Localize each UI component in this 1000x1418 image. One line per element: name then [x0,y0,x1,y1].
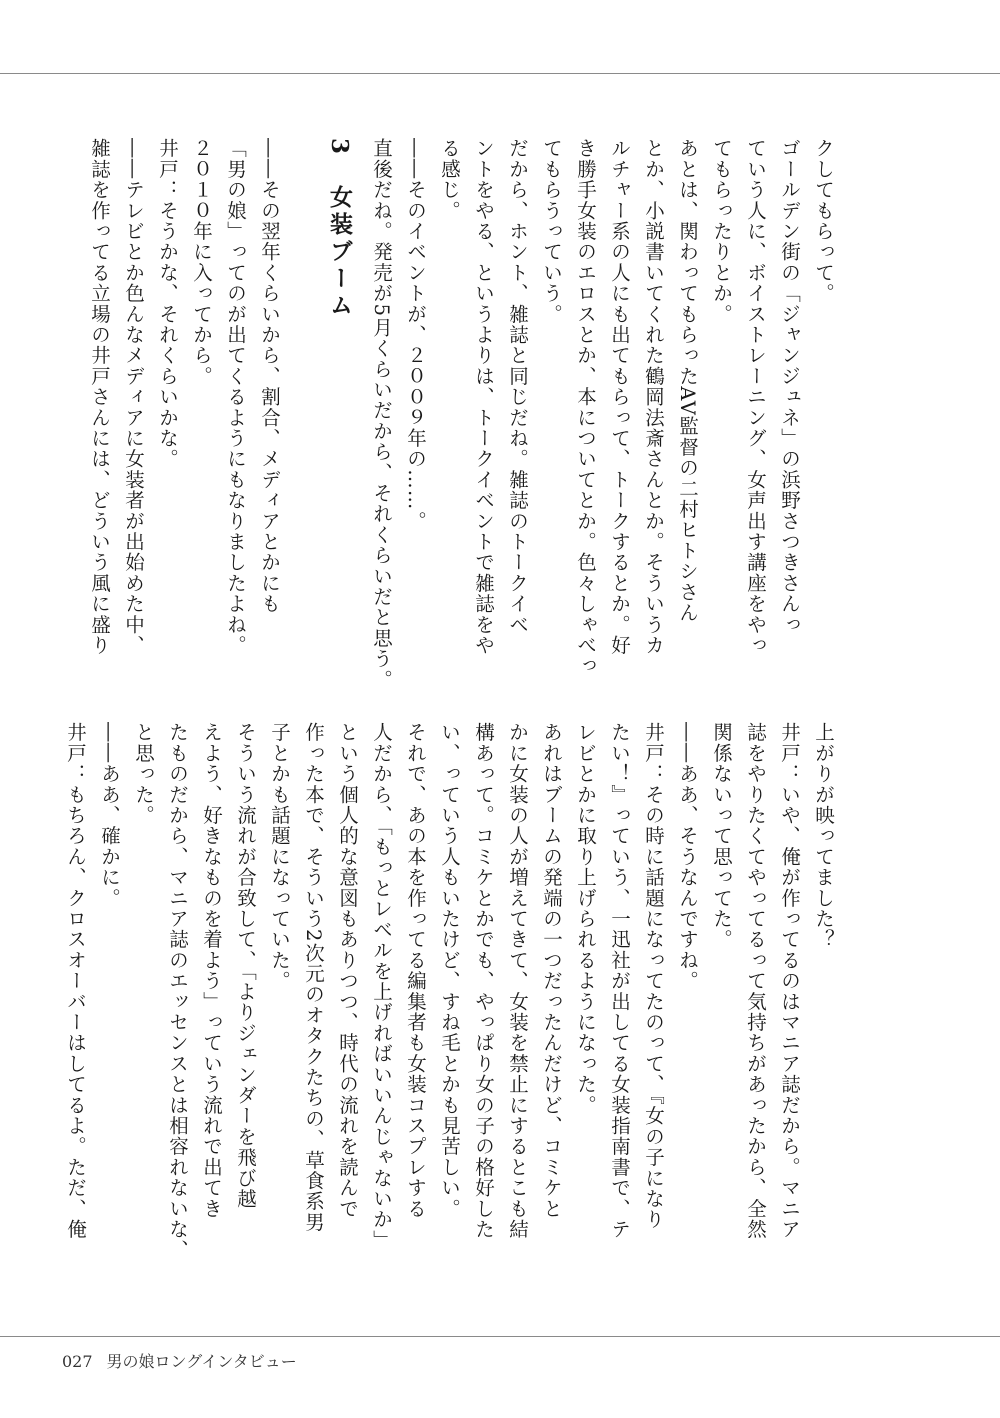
text-line: 井戸：もちろん、クロスオーバーはしてるよ。ただ、俺 [64,722,87,1240]
text-line: だから、ホント、雑誌と同じだね。雑誌のトークイベ [506,138,529,635]
text-line: 誌をやりたくてやってるって気持ちがあったから、全然 [744,722,767,1240]
text-line: 「男の娘」ってのが出てくるようにもなりましたよね。 [224,138,247,656]
text-line: たい！』っていう、一迅社が出してる女装指南書で、テ [608,722,631,1240]
text-line: る感じ。 [438,138,461,221]
text-line: ゴールデン街の「ジャンジュネ」の浜野さつきさんっ [778,138,801,635]
text-line: 関係ないって思ってた。 [710,722,733,950]
text-line: 井戸：そうかな、それくらいかな。 [156,138,179,470]
page-number: 027 [62,1352,93,1371]
text-line: ントをやる、というよりは、トークイベントで雑誌をや [472,138,495,656]
page-footer [62,1349,297,1372]
text-line: あとは、関わってもらったAV監督の二村ヒトシさん [676,138,699,623]
text-line: という個人的な意図もありつつ、時代の流れを読んで [336,722,359,1219]
text-line: それで、あの本を作ってる編集者も女装コスプレする [404,722,427,1219]
top-rule [0,73,1000,74]
text-line: ていう人に、ボイストレーニング、女声出す講座をやっ [744,138,767,656]
text-line: ――ああ、そうなんですね。 [676,722,699,992]
text-line: 構あって。コミケとかでも、やっぱり女の子の格好した [472,722,495,1240]
text-line: そういう流れが合致して、「よりジェンダーを飛び越 [234,722,257,1210]
text-line: とか、小説書いてくれた鶴岡法斎さんとか。そういうカ [642,138,665,656]
text-line: 作った本で、そういう2次元のオタクたちの、草食系男 [302,722,325,1233]
text-line: ――その翌年くらいから、割合、メディアとかにも [258,138,281,615]
text-line: えよう、好きなものを着よう」っていう流れで出てき [200,722,223,1219]
text-line: クしてもらって。 [812,138,835,304]
text-line: い、っていう人もいたけど、すね毛とかも見苦しい。 [438,722,461,1219]
lower-text-block [58,722,840,1282]
text-line: 子とかも話題になっていた。 [268,722,291,992]
text-line: てもらうっていう。 [540,138,563,325]
text-line: き勝手女装のエロスとか、本についてとか。色々しゃべっ [574,138,597,677]
text-line: あれはブームの発端の一つだったんだけど、コミケと [540,722,563,1219]
text-line: ――テレビとか色んなメディアに女装者が出始めた中、 [122,138,145,656]
text-line: ――ああ、確かに。 [98,722,121,909]
text-line: ――そのイベントが、２００９年の……。 [404,138,427,532]
text-line: てもらったりとか。 [710,138,733,325]
text-line: たものだから、マニア誌のエッセンスとは相容れないな、 [166,722,189,1261]
text-line: ２０１０年に入ってから。 [190,138,213,387]
upper-text-block [82,138,840,694]
text-line: 井戸：いや、俺が作ってるのはマニア誌だから。マニア [778,722,801,1240]
text-line: 雑誌を作ってる立場の井戸さんには、どういう風に盛り [88,138,111,656]
text-line: 直後だね。発売が5月くらいだから、それくらいだと思う。 [370,138,393,690]
bottom-rule [0,1336,1000,1337]
text-line: かに女装の人が増えてきて、女装を禁止にするとこも結 [506,722,529,1240]
text-line: 井戸：その時に話題になってたのって、『女の子になり [642,722,665,1230]
text-line: 上がりが映ってました？ [812,722,835,950]
text-line: ルチャー系の人にも出てもらって、トークするとか。好 [608,138,631,656]
text-line: 人だから、「もっとレベルを上げればいいんじゃないか」 [370,722,393,1251]
text-line: と思った。 [132,722,155,826]
section-heading: 3 女装ブーム [326,138,353,321]
text-line: レビとかに取り上げられるようになった。 [574,722,597,1116]
running-title: 男の娘ロングインタビュー [106,1352,297,1371]
